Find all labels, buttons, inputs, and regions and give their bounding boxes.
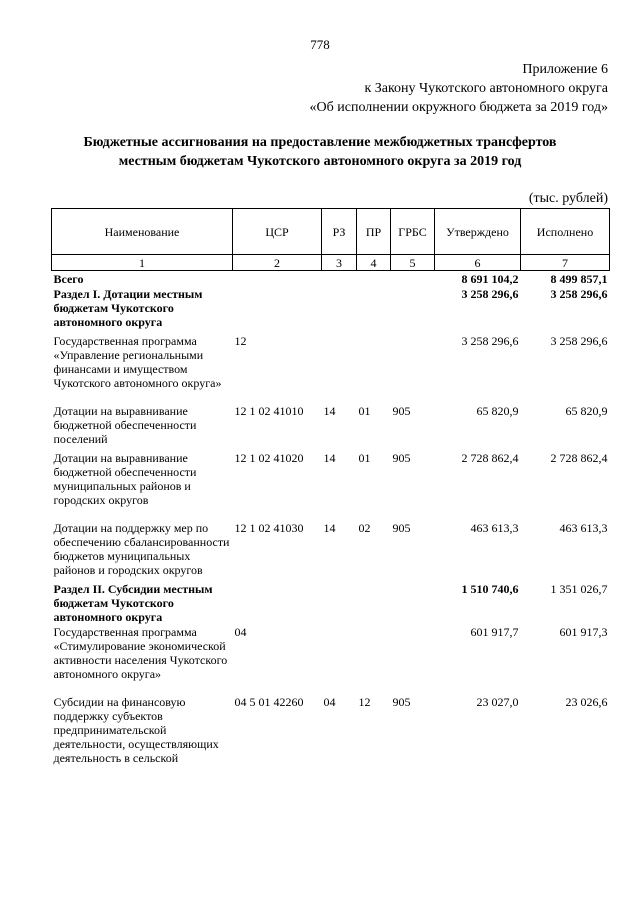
row-pr: [357, 286, 391, 333]
page-number: 778: [310, 37, 330, 52]
column-number: 1: [52, 255, 233, 271]
row-csr: 04: [234, 625, 247, 639]
header-grbs: ГРБС: [391, 209, 435, 255]
row-csr: [233, 286, 322, 333]
header-pr: ПР: [357, 209, 391, 255]
table-header-row: [52, 209, 610, 255]
row-executed: 8 499 857,1: [550, 272, 608, 286]
row-name: Дотации на выравнивание бюджетной обеспеченности муниципальных районов и городских округов: [53, 451, 197, 507]
row-name: Государственная программа «Управление региональными финансами и имуществом Чукотского автономного округа»: [53, 334, 222, 390]
appendix-line-3: «Об исполнении окружного бюджета за 2019 год»: [309, 100, 608, 115]
row-name: Субсидии на финансовую поддержку субъектов предпринимательской деятельности, осуществляющих деятельность в сельской: [53, 695, 219, 765]
row-executed: 3 258 296,6: [550, 287, 608, 301]
row-name: Раздел I. Дотации местным бюджетам Чукотского автономного округа: [53, 287, 203, 329]
column-number: 4: [357, 255, 391, 271]
row-rz: [322, 286, 357, 333]
header-name: Наименование: [52, 209, 233, 255]
column-number: 2: [233, 255, 322, 271]
row-pr: 02: [358, 521, 371, 535]
row-pr: [357, 271, 391, 287]
table-row: [52, 286, 610, 333]
row-pr: 01: [358, 451, 371, 465]
row-grbs: 905: [392, 695, 411, 709]
row-executed: 3 258 296,6: [550, 334, 608, 348]
row-executed: 601 917,3: [559, 625, 608, 639]
column-number: 3: [322, 255, 357, 271]
column-number: 5: [391, 255, 435, 271]
table-row: [52, 450, 610, 520]
appendix-line-2: к Закону Чукотского автономного округа: [364, 81, 608, 96]
row-name: Раздел II. Субсидии местным бюджетам Чукотского автономного округа: [53, 582, 213, 624]
row-approved: 23 027,0: [476, 695, 519, 709]
row-pr: 01: [358, 404, 371, 418]
row-grbs: [391, 333, 435, 403]
table-row: [52, 581, 610, 624]
row-executed: 65 820,9: [565, 404, 608, 418]
header-rz: РЗ: [322, 209, 357, 255]
row-executed: 1 351 026,7: [550, 582, 608, 596]
units-label: (тыс. рублей): [528, 191, 608, 206]
budget-table: [51, 208, 610, 765]
column-number: 7: [521, 255, 610, 271]
document-title: [40, 133, 600, 171]
row-csr: 12: [234, 334, 247, 348]
row-approved: 2 728 862,4: [461, 451, 519, 465]
row-grbs: [391, 581, 435, 624]
row-approved: 1 510 740,6: [461, 582, 519, 596]
row-executed: 463 613,3: [559, 521, 608, 535]
row-grbs: 905: [392, 451, 411, 465]
table-row: [52, 333, 610, 403]
header-executed: Исполнено: [521, 209, 610, 255]
row-grbs: 905: [392, 521, 411, 535]
row-rz: [322, 624, 357, 694]
row-executed: 23 026,6: [565, 695, 608, 709]
row-approved: 463 613,3: [470, 521, 519, 535]
row-approved: 65 820,9: [476, 404, 519, 418]
row-approved: 8 691 104,2: [461, 272, 519, 286]
title-line-1: Бюджетные ассигнования на предоставление межбюджетных трансфертов: [83, 135, 557, 150]
row-name: Дотации на выравнивание бюджетной обеспеченности поселений: [53, 404, 197, 446]
column-number-row: [52, 255, 610, 271]
row-pr: [357, 333, 391, 403]
header-csr: ЦСР: [233, 209, 322, 255]
row-approved: 601 917,7: [470, 625, 519, 639]
header-approved: Утверждено: [435, 209, 521, 255]
row-csr: [233, 271, 322, 287]
table-row: [52, 694, 610, 765]
row-rz: 14: [323, 451, 336, 465]
row-rz: 14: [323, 521, 336, 535]
row-csr: 12 1 02 41020: [234, 451, 304, 465]
table-row: [52, 271, 610, 287]
row-rz: [322, 333, 357, 403]
row-approved: 3 258 296,6: [461, 287, 519, 301]
row-csr: 04 5 01 42260: [234, 695, 304, 709]
row-csr: 12 1 02 41030: [234, 521, 304, 535]
appendix-line-1: Приложение 6: [522, 62, 608, 77]
row-name: Государственная программа «Стимулирование экономической активности населения Чукотского автономного округа»: [53, 625, 228, 681]
row-rz: 04: [323, 695, 336, 709]
row-rz: [322, 271, 357, 287]
row-pr: [357, 581, 391, 624]
row-grbs: 905: [392, 404, 411, 418]
row-name: Дотации на поддержку мер по обеспечению сбалансированности бюджетов муниципальных районов и городских округов: [53, 521, 230, 577]
row-grbs: [391, 286, 435, 333]
column-number: 6: [435, 255, 521, 271]
table-row: [52, 520, 610, 581]
row-grbs: [391, 271, 435, 287]
title-line-2: местным бюджетам Чукотского автономного округа за 2019 год: [118, 154, 522, 169]
appendix-block: [310, 60, 608, 117]
row-pr: [357, 624, 391, 694]
row-csr: 12 1 02 41010: [234, 404, 304, 418]
row-csr: [233, 581, 322, 624]
row-pr: 12: [358, 695, 371, 709]
row-rz: 14: [323, 404, 336, 418]
row-executed: 2 728 862,4: [550, 451, 608, 465]
row-grbs: [391, 624, 435, 694]
row-rz: [322, 581, 357, 624]
row-approved: 3 258 296,6: [461, 334, 519, 348]
table-row: [52, 624, 610, 694]
table-row: [52, 403, 610, 450]
row-name: Всего: [53, 272, 84, 286]
